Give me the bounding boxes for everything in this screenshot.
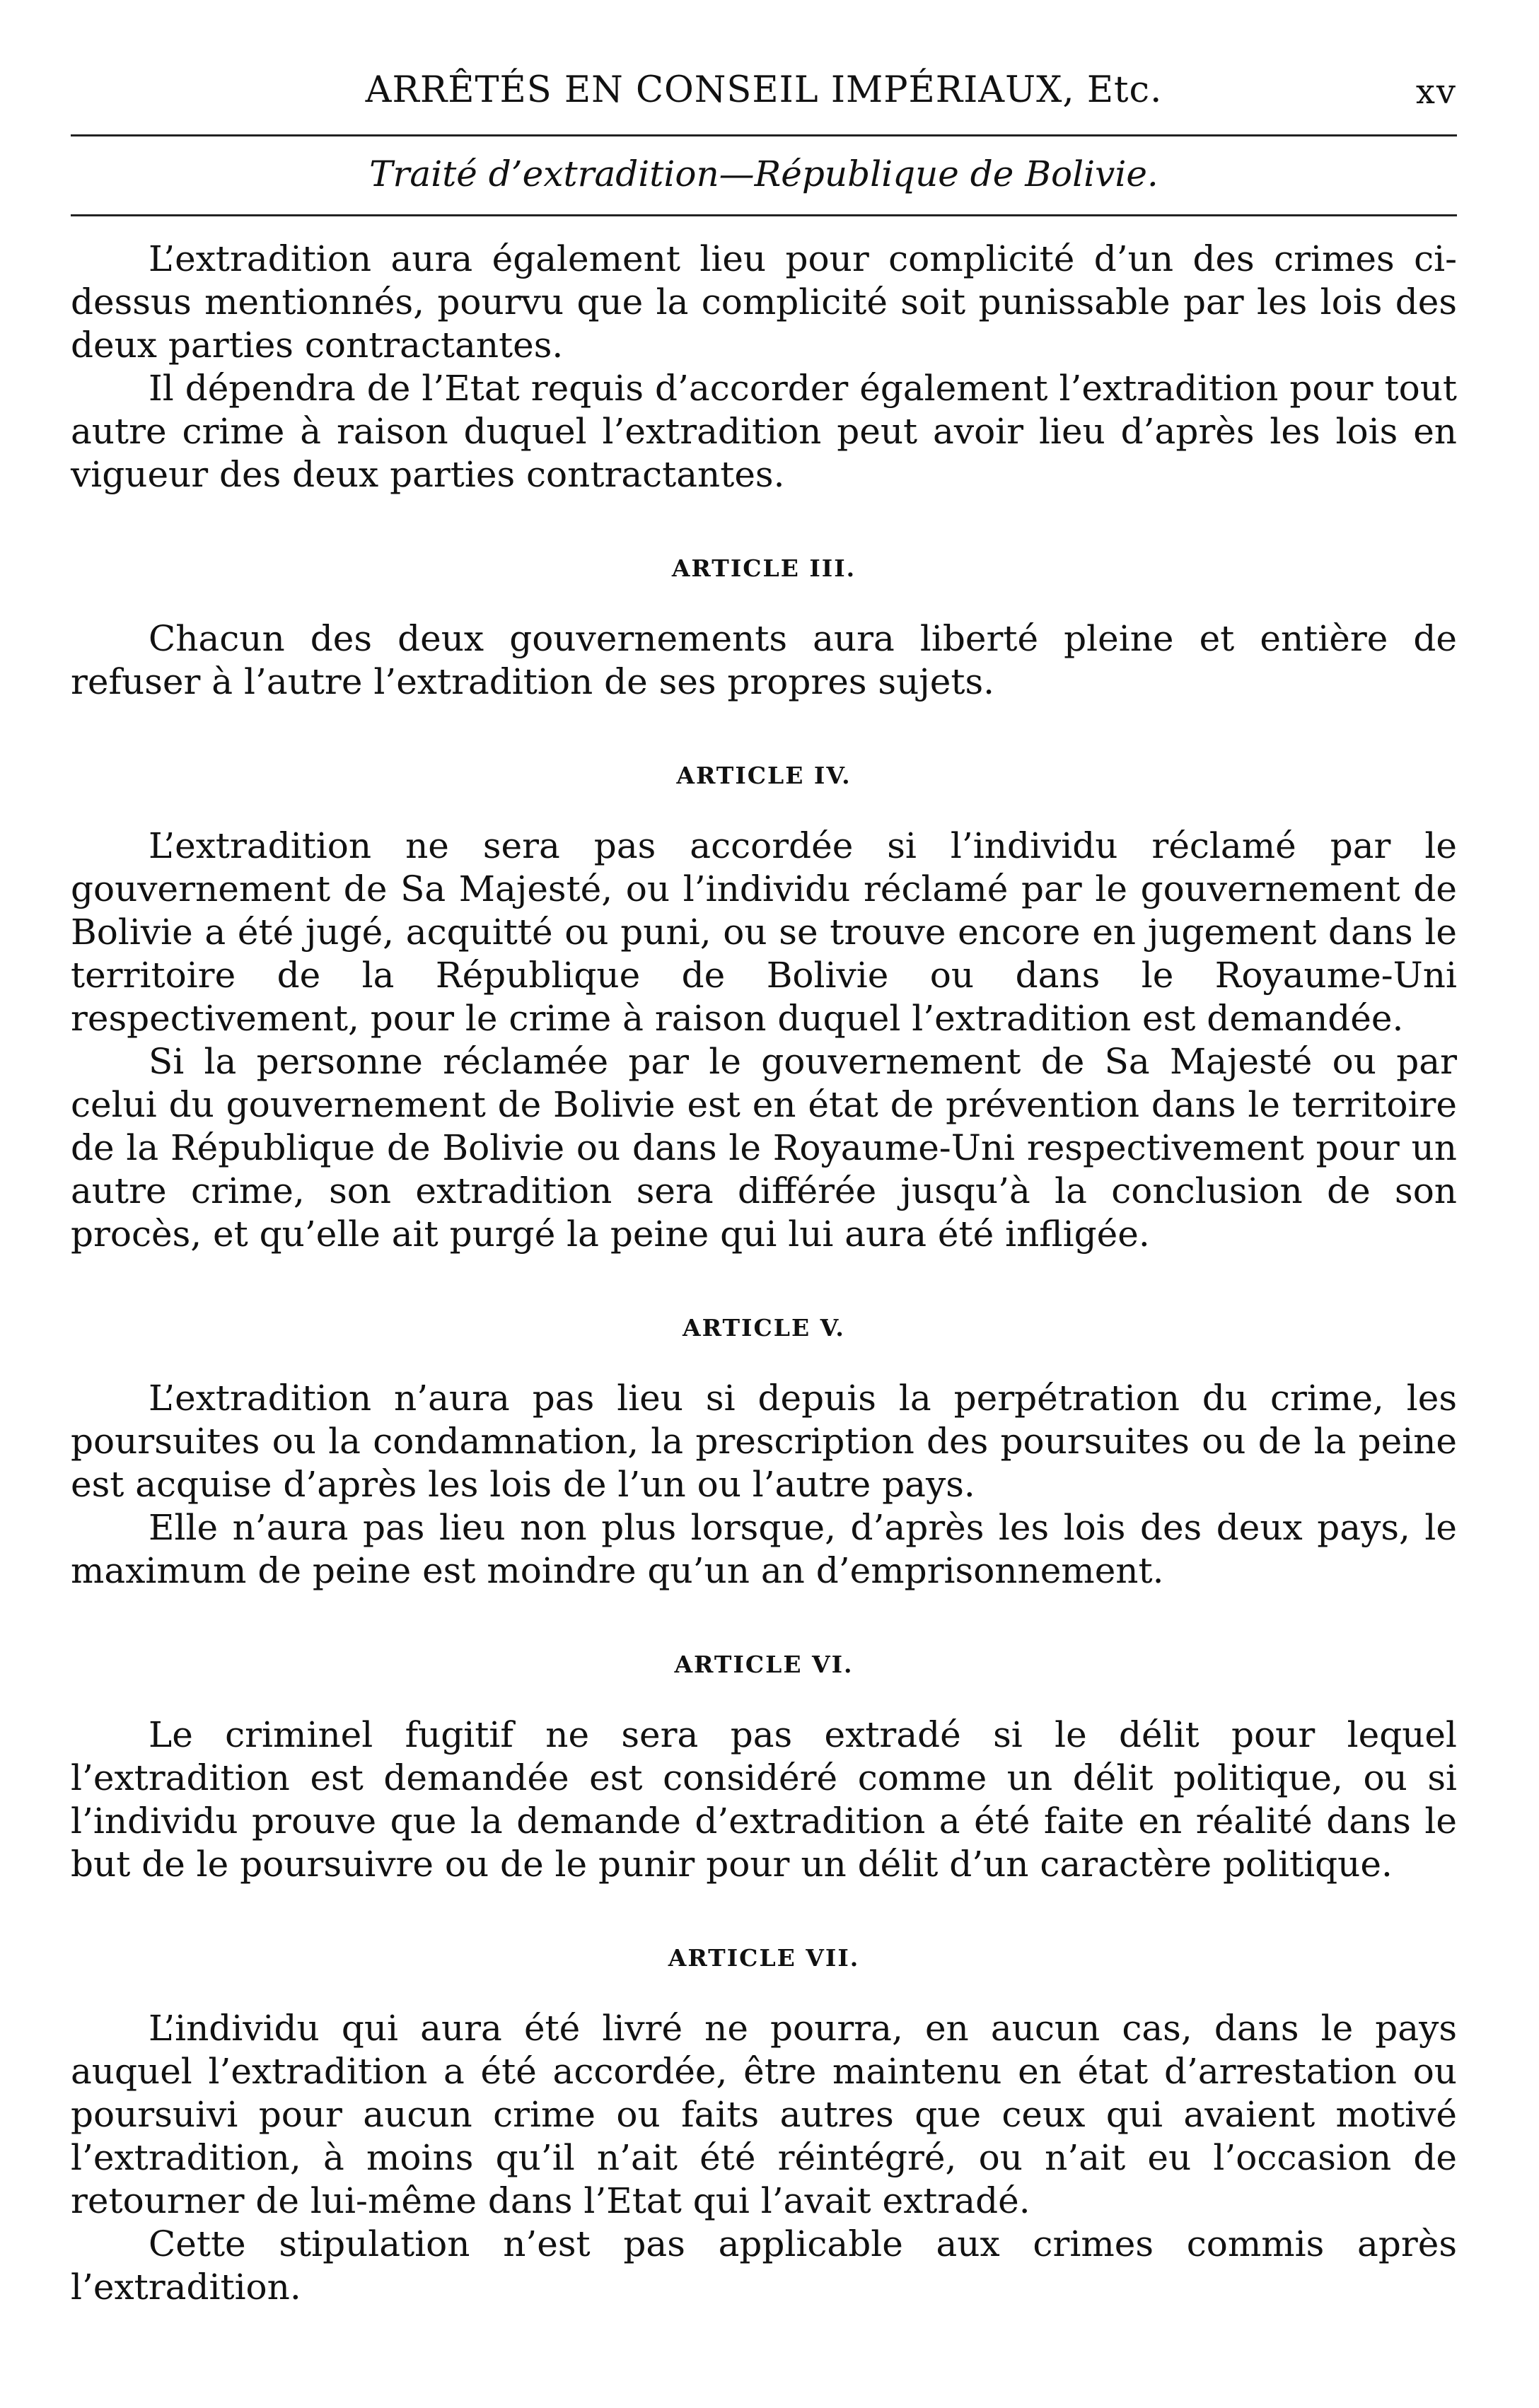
paragraph: L’individu qui aura été livré ne pourra, en aucun cas, dans le pays auquel l’extradition a été accordée, être maintenu en état d’arrestation ou poursuivi pour aucun crime ou faits autres que ceux qui avaient motivé l’extradition, à moins qu’il n’ait été réintégré, ou n’ait eu l’occasion de retourner de lui-même dans l’Etat qui l’avait extradé. [71,2008,1457,2221]
paragraph: Elle n’aura pas lieu non plus lorsque, d’après les lois des deux pays, le maximum de peine est moindre qu’un an d’emprisonnement. [71,1507,1457,1591]
paragraph: Si la personne réclamée par le gouvernement de Sa Majesté ou par celui du gouvernement de Bolivie est en état de prévention dans le territoire de la République de Bolivie ou dans le Royaume-Uni respectivement pour un autre crime, son extradition sera différée jusqu’à la conclusion de son procès, et qu’elle ait purgé la peine qui lui aura été infligée. [71,1041,1457,1255]
paragraph: Cette stipulation n’est pas applicable aux crimes commis après l’extradition. [71,2223,1457,2308]
article-heading: ARTICLE VII. [668,1944,860,1972]
section-title: Traité d’extradition—République de Bolivie. [369,153,1158,194]
paragraph: Il dépendra de l’Etat requis d’accorder également l’extradition pour tout autre crime à raison duquel l’extradition peut avoir lieu d’après les lois en vigueur des deux parties contractantes. [71,368,1457,495]
paragraph: L’extradition aura également lieu pour complicité d’un des crimes ci-dessus mentionnés, pourvu que la complicité soit punissable par les lois des deux parties contractantes. [71,238,1457,366]
article-vi [71,1651,1457,1886]
article-vii [71,1944,1457,2309]
article-iv [71,762,1457,1256]
paragraph: Le criminel fugitif ne sera pas extradé si le délit pour lequel l’extradition est demandée est considéré comme un délit politique, ou si l’individu prouve que la demande d’extradition a été faite en réalité dans le but de le poursuivre ou de le punir pour un délit d’un caractère politique. [71,1714,1457,1885]
running-title: ARRÊTÉS EN CONSEIL IMPÉRIAUX, Etc. [365,69,1163,111]
document-page [71,57,1457,2309]
article-v [71,1314,1457,1593]
paragraph: L’extradition ne sera pas accordée si l’individu réclamé par le gouvernement de Sa Majesté, ou l’individu réclamé par le gouvernement de Bolivie a été jugé, acquitté ou puni, ou se trouve encore en jugement dans le territoire de la République de Bolivie ou dans le Royaume-Uni respectivement, pour le crime à raison duquel l’extradition est demandée. [71,825,1457,1039]
intro-section [71,238,1457,496]
header-rule-bottom [71,214,1457,216]
article-heading: ARTICLE IV. [676,762,852,789]
article-heading: ARTICLE VI. [674,1651,854,1678]
article-iii [71,554,1457,704]
paragraph: Chacun des deux gouvernements aura liberté pleine et entière de refuser à l’autre l’extradition de ses propres sujets. [71,618,1457,702]
article-heading: ARTICLE III. [671,554,856,582]
running-head [71,57,1457,134]
article-heading: ARTICLE V. [683,1314,845,1342]
paragraph: L’extradition n’aura pas lieu si depuis la perpétration du crime, les poursuites ou la condamnation, la prescription des poursuites ou de la peine est acquise d’après les lois de l’un ou l’autre pays. [71,1378,1457,1505]
document-body [71,238,1457,2309]
page-number: xv [1415,72,1457,112]
